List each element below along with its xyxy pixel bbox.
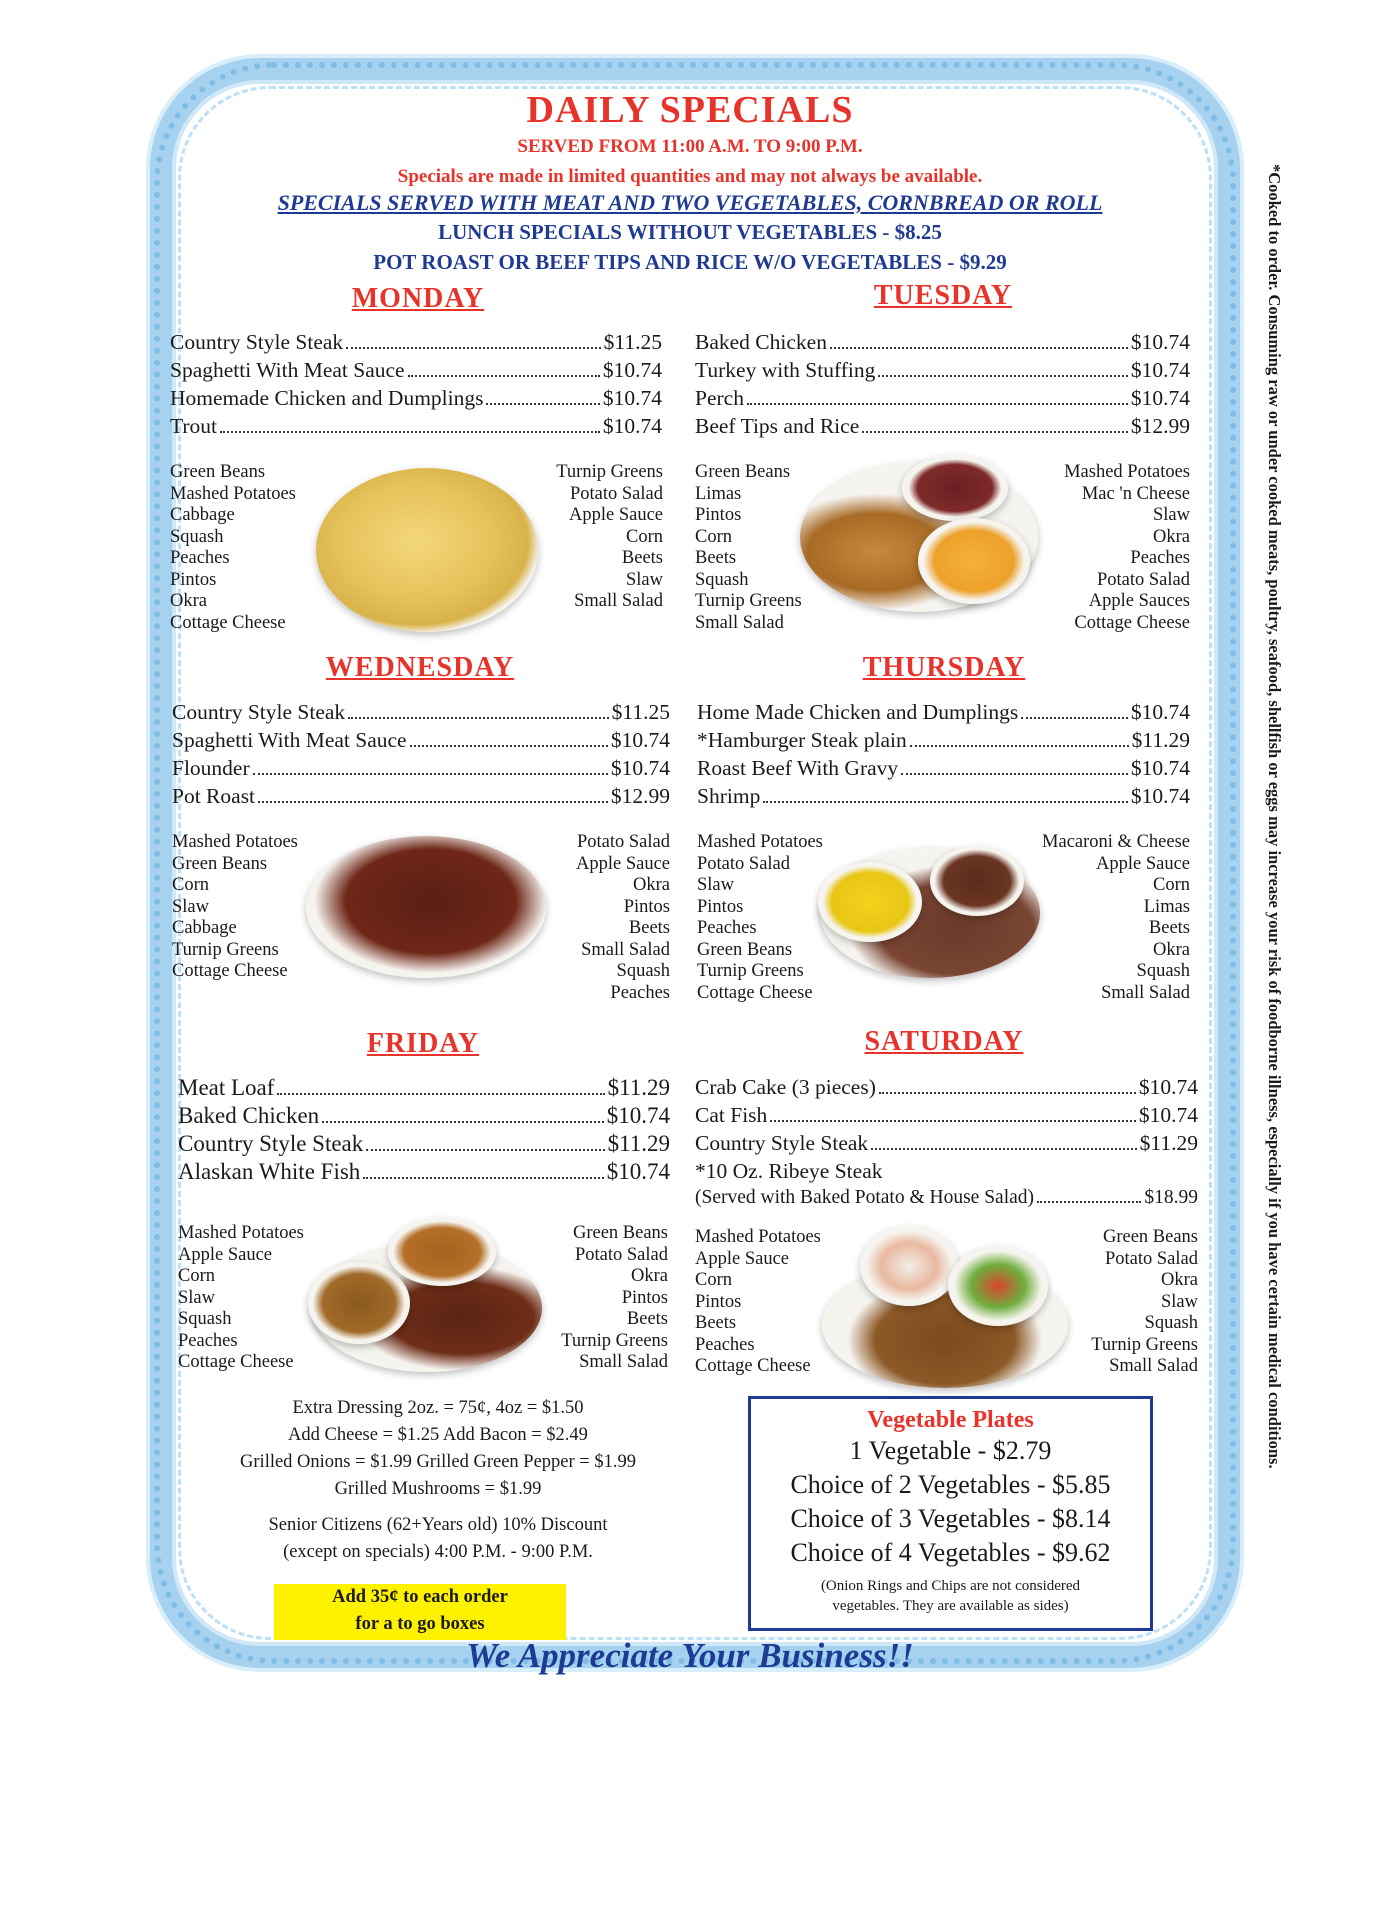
saturday-veg-right: Green Beans Potato Salad Okra Slaw Squash Turnip Greens Small Salad <box>1091 1227 1198 1376</box>
monday-veg-left: Green Beans Mashed Potatoes Cabbage Squash Peaches Pintos Okra Cottage Cheese <box>170 462 296 633</box>
wednesday-veg-right: Potato Salad Apple Sauce Okra Pintos Beets Small Salad Squash Peaches <box>575 832 670 1003</box>
menu-item: Baked Chicken $10.74 <box>695 330 1190 354</box>
thursday-items <box>697 700 1190 812</box>
leader-dots <box>1037 1201 1141 1203</box>
menu-item: Spaghetti With Meat Sauce $10.74 <box>172 728 670 752</box>
leader-dots <box>770 1120 1136 1122</box>
day-heading-friday: FRIDAY <box>366 1028 480 1059</box>
veg-plate-row: Choice of 4 Vegetables - $9.62 <box>790 1538 1111 1567</box>
leader-dots <box>901 773 1128 775</box>
leader-dots <box>363 1177 603 1179</box>
day-heading-monday: MONDAY <box>351 283 485 314</box>
served-hours: SERVED FROM 11:00 A.M. TO 9:00 P.M. <box>517 136 863 157</box>
menu-item: Roast Beef With Gravy $10.74 <box>697 756 1190 780</box>
menu-item: Beef Tips and Rice $12.99 <box>695 414 1190 438</box>
ribeye-line: *10 Oz. Ribeye Steak <box>695 1159 883 1183</box>
menu-item: Crab Cake (3 pieces) $10.74 <box>695 1075 1198 1099</box>
saturday-veg-left: Mashed Potatoes Apple Sauce Corn Pintos Beets Peaches Cottage Cheese <box>695 1227 821 1376</box>
tuesday-veg-left: Green Beans Limas Pintos Corn Beets Squash Turnip Greens Small Salad <box>695 462 802 633</box>
okra-bowl-image <box>308 1262 410 1344</box>
day-heading-thursday: THURSDAY <box>862 652 1026 683</box>
menu-item: Shrimp $10.74 <box>697 784 1190 808</box>
leader-dots <box>366 1149 604 1151</box>
extras-list: Extra Dressing 2oz. = 75¢, 4oz = $1.50 Add Cheese = $1.25 Add Bacon = $2.49 Grilled Onions = $1.99 Grilled Green Pepper = $1.99 Grilled Mushrooms = $1.99 <box>240 1398 636 1499</box>
saturday-items <box>695 1075 1198 1215</box>
menu-item: Perch $10.74 <box>695 386 1190 410</box>
menu-item: (Served with Baked Potato & House Salad) $18.99 <box>695 1187 1198 1208</box>
vegetable-plates-title: Vegetable Plates <box>867 1407 1034 1433</box>
day-heading-wednesday: WEDNESDAY <box>325 652 515 683</box>
pot-roast-note: POT ROAST OR BEEF TIPS AND RICE W/O VEGETABLES - $9.29 <box>373 250 1007 274</box>
food-safety-disclaimer: *Cooked to order. Consuming raw or under cooked meats, poultry, seafood, shellfish or eggs may increase your risk of foodborne illness, especially if you have certain medical conditions. <box>1265 164 1284 1469</box>
dumplings-plate-image <box>316 468 538 632</box>
day-heading-saturday: SATURDAY <box>864 1026 1024 1057</box>
menu-item: Country Style Steak $11.25 <box>172 700 670 724</box>
senior-discount: Senior Citizens (62+Years old) 10% Discount (except on specials) 4:00 P.M. - 9:00 P.M. <box>268 1515 608 1562</box>
footer-thanks: We Appreciate Your Business!! <box>466 1636 914 1675</box>
menu-item: Home Made Chicken and Dumplings $10.74 <box>697 700 1190 724</box>
pintos-bowl-image <box>930 846 1024 916</box>
leader-dots <box>879 1092 1136 1094</box>
menu-item: Baked Chicken $10.74 <box>178 1103 670 1128</box>
leader-dots <box>322 1121 604 1123</box>
lunch-special-note: LUNCH SPECIALS WITHOUT VEGETABLES - $8.25 <box>438 220 942 244</box>
leader-dots <box>220 431 600 433</box>
tuesday-items <box>695 330 1190 442</box>
leader-dots <box>253 773 608 775</box>
menu-item: Meat Loaf $11.29 <box>178 1075 670 1100</box>
menu-item: Turkey with Stuffing $10.74 <box>695 358 1190 382</box>
leader-dots <box>486 403 599 405</box>
page-title: DAILY SPECIALS <box>526 89 854 131</box>
corn-bowl-image <box>818 862 922 942</box>
leader-dots <box>871 1148 1136 1150</box>
to-go-box-note: Add 35¢ to each order for a to go boxes <box>274 1584 566 1640</box>
leader-dots <box>878 375 1127 377</box>
monday-items <box>170 330 662 442</box>
wednesday-veg-left: Mashed Potatoes Green Beans Corn Slaw Cabbage Turnip Greens Cottage Cheese <box>172 832 298 981</box>
menu-item: Country Style Steak $11.25 <box>170 330 662 354</box>
menu-item: Cat Fish $10.74 <box>695 1103 1198 1127</box>
slaw-bowl-image <box>860 1226 958 1306</box>
fritters-bowl-image <box>388 1218 496 1286</box>
friday-veg-right: Green Beans Potato Salad Okra Pintos Beets Turnip Greens Small Salad <box>561 1223 668 1372</box>
menu-item: Country Style Steak $11.29 <box>178 1131 670 1156</box>
veg-plate-row: 1 Vegetable - $2.79 <box>849 1436 1052 1465</box>
leader-dots <box>348 717 608 719</box>
menu-item: Alaskan White Fish $10.74 <box>178 1159 670 1184</box>
menu-item: Country Style Steak $11.29 <box>695 1131 1198 1155</box>
menu-item: Trout $10.74 <box>170 414 662 438</box>
leader-dots <box>410 745 608 747</box>
leader-dots <box>747 403 1128 405</box>
leader-dots <box>763 801 1128 803</box>
leader-dots <box>862 431 1128 433</box>
leader-dots <box>830 347 1128 349</box>
veg-plate-note: (Onion Rings and Chips are not considered vegetables. They are available as sides) <box>820 1578 1081 1614</box>
menu-item: Homemade Chicken and Dumplings $10.74 <box>170 386 662 410</box>
peaches-bowl-image <box>918 518 1030 604</box>
limited-note: Specials are made in limited quantities and may not always be available. <box>397 166 983 187</box>
salad-bowl-image <box>948 1246 1048 1326</box>
menu-item: Spaghetti With Meat Sauce $10.74 <box>170 358 662 382</box>
friday-veg-left: Mashed Potatoes Apple Sauce Corn Slaw Squash Peaches Cottage Cheese <box>178 1223 304 1372</box>
leader-dots <box>1021 717 1128 719</box>
wednesday-items <box>172 700 670 812</box>
beans-bowl-image <box>902 455 1008 521</box>
leader-dots <box>258 801 608 803</box>
menu-item: Pot Roast $12.99 <box>172 784 670 808</box>
spaghetti-plate-image <box>306 836 546 978</box>
leader-dots <box>346 347 600 349</box>
day-heading-tuesday: TUESDAY <box>873 280 1013 311</box>
veg-plate-row: Choice of 3 Vegetables - $8.14 <box>790 1504 1111 1533</box>
menu-item: Flounder $10.74 <box>172 756 670 780</box>
tuesday-veg-right: Mashed Potatoes Mac 'n Cheese Slaw Okra Peaches Potato Salad Apple Sauces Cottage Cheese <box>1064 462 1190 633</box>
meat-two-veg-note: SPECIALS SERVED WITH MEAT AND TWO VEGETABLES, CORNBREAD OR ROLL <box>277 190 1103 215</box>
vegetable-plates-box <box>748 1396 1153 1631</box>
monday-veg-right: Turnip Greens Potato Salad Apple Sauce Corn Beets Slaw Small Salad <box>556 462 663 611</box>
thursday-veg-right: Macaroni & Cheese Apple Sauce Corn Limas Beets Okra Squash Small Salad <box>1042 832 1190 1003</box>
leader-dots <box>910 745 1129 747</box>
menu-item: *Hamburger Steak plain $11.29 <box>697 728 1190 752</box>
leader-dots <box>408 375 600 377</box>
friday-items <box>178 1075 670 1187</box>
veg-plate-row: Choice of 2 Vegetables - $5.85 <box>790 1470 1111 1499</box>
leader-dots <box>277 1093 604 1095</box>
thursday-veg-left: Mashed Potatoes Potato Salad Slaw Pintos Peaches Green Beans Turnip Greens Cottage Cheese <box>697 832 823 1003</box>
